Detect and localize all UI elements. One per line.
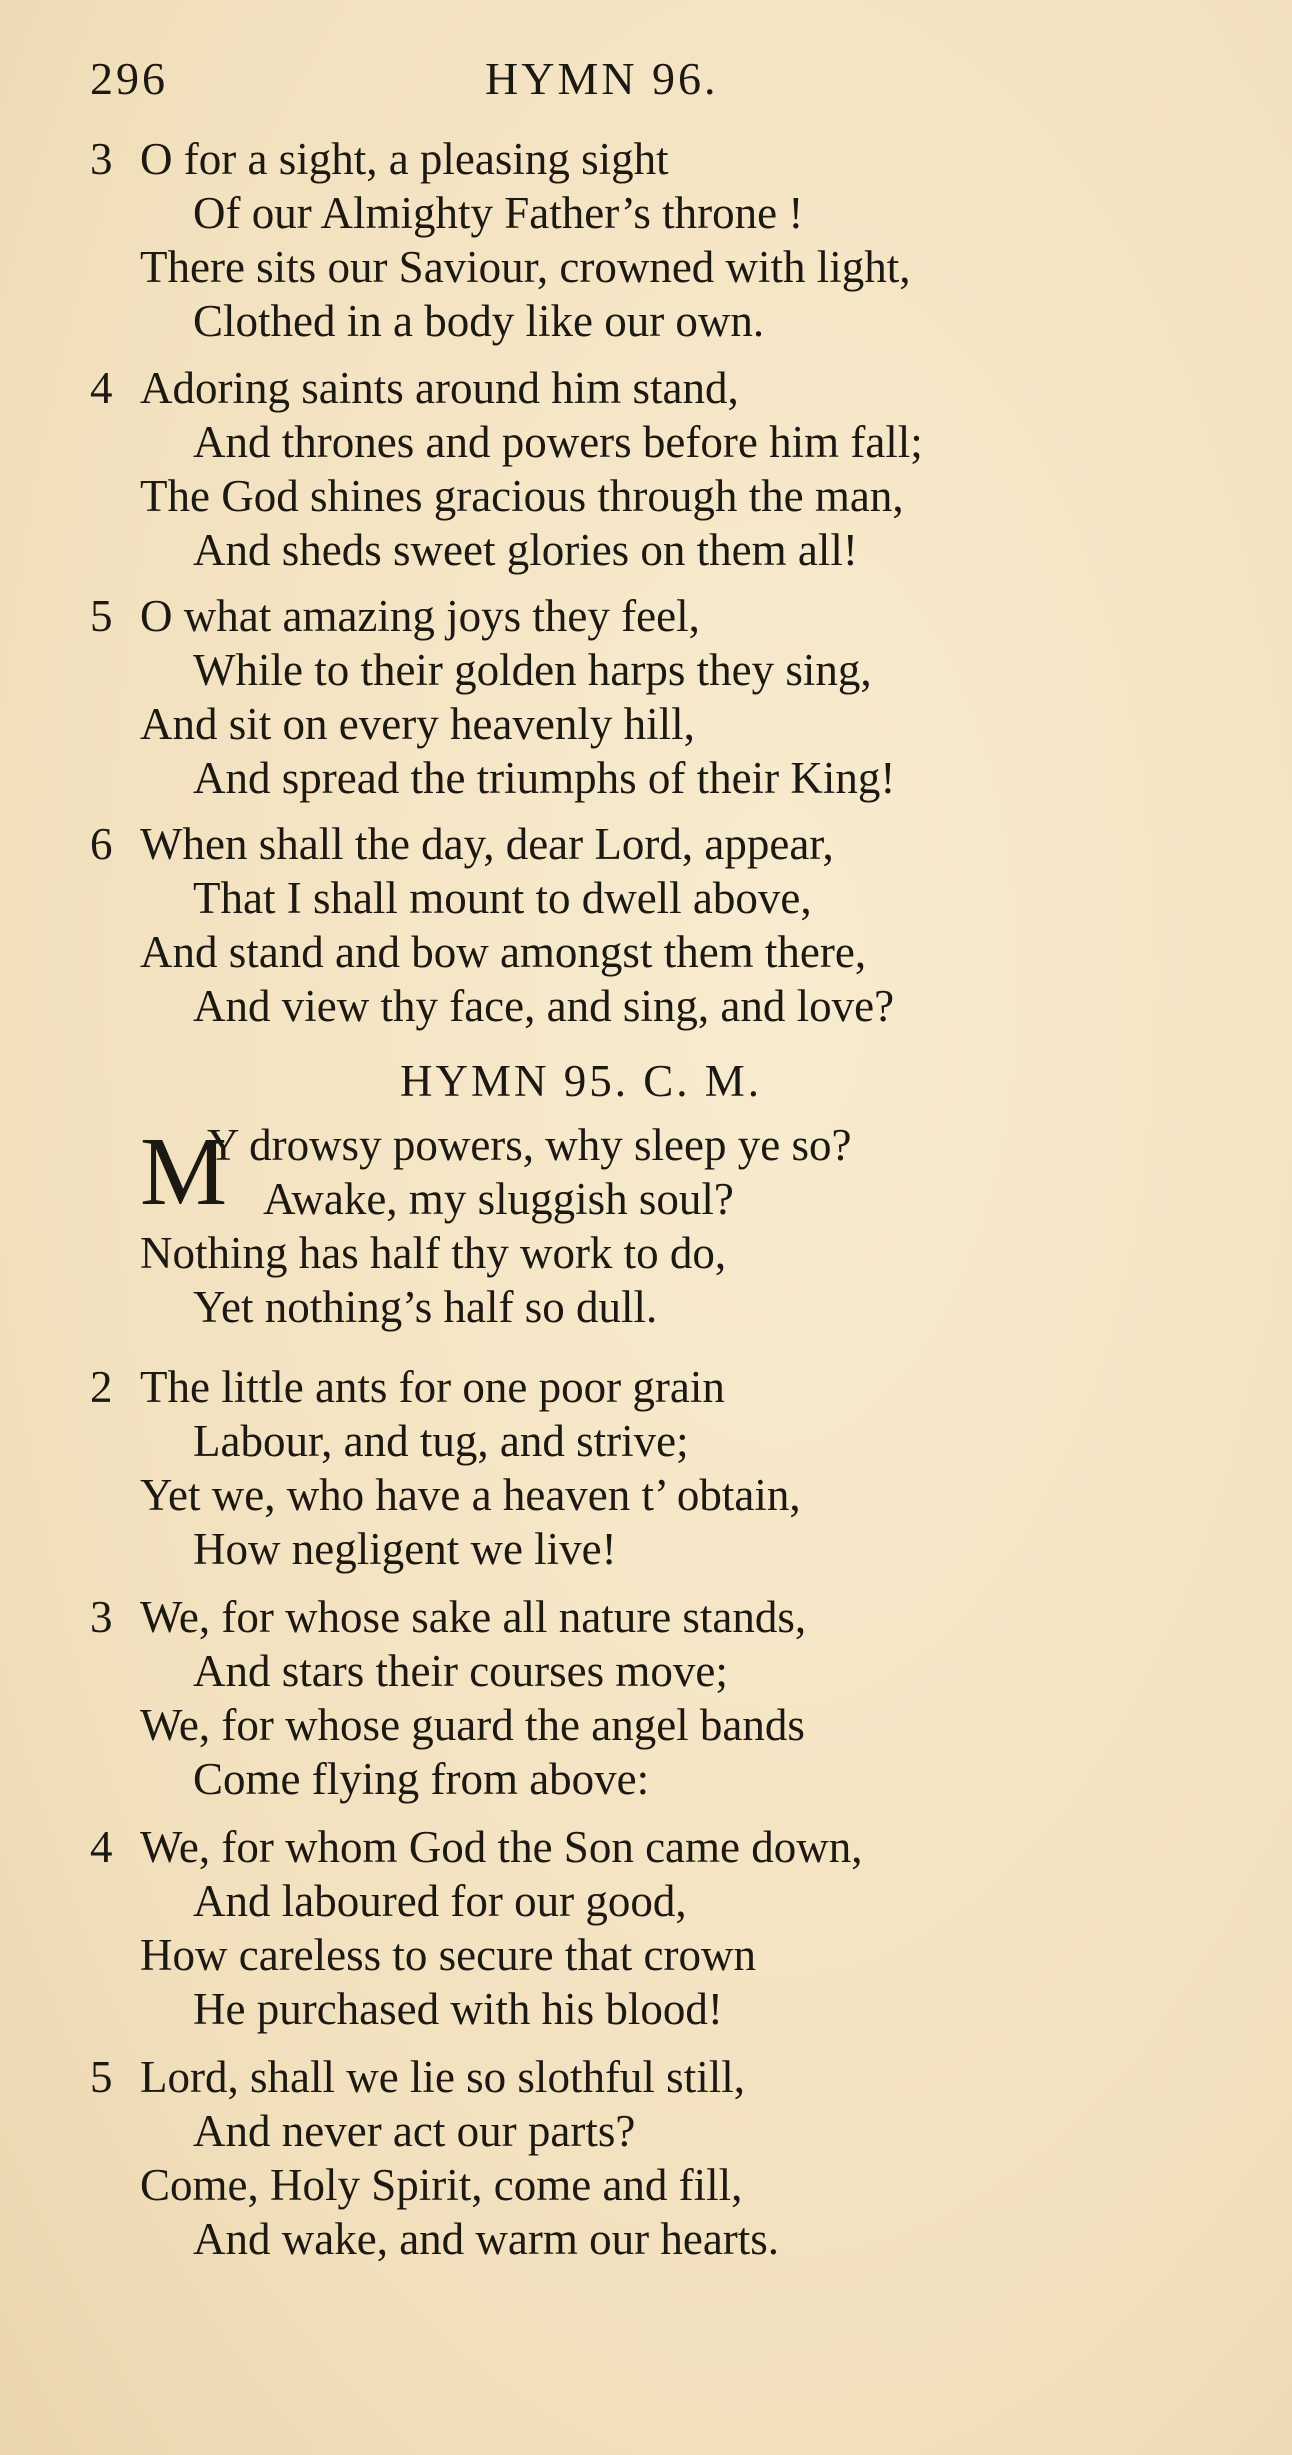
stanza-line: Of our Almighty Father’s throne ! [193, 188, 804, 238]
stanza-line: 4 Adoring saints around him stand, [90, 363, 739, 413]
stanza-line: Yet we, who have a heaven t’ obtain, [140, 1470, 801, 1520]
stanza-line: 6 When shall the day, dear Lord, appear, [90, 819, 834, 869]
page-header [90, 52, 1190, 112]
stanza-line: Come, Holy Spirit, come and fill, [140, 2160, 743, 2210]
stanza-line: 5 O what amazing joys they feel, [90, 591, 700, 641]
hymn95-stanza-2 [90, 1360, 1210, 1576]
stanza-line: And wake, and warm our hearts. [193, 2214, 780, 2264]
stanza-line: We, for whose guard the angel bands [140, 1700, 805, 1750]
stanza-line: 5 Lord, shall we lie so slothful still, [90, 2052, 745, 2102]
stanza-line: 4 We, for whom God the Son came down, [90, 1822, 863, 1872]
stanza-line: And never act our parts? [193, 2106, 636, 2156]
stanza-line: Labour, and tug, and strive; [193, 1416, 689, 1466]
hymn95-stanza-3 [90, 1590, 1210, 1806]
stanza-line: He purchased with his blood! [193, 1984, 723, 2034]
stanza-line: Y drowsy powers, why sleep ye so? [207, 1120, 852, 1170]
page-number: 296 [90, 53, 168, 104]
stanza-line: And stand and bow amongst them there, [140, 927, 867, 977]
stanza-line: That I shall mount to dwell above, [193, 873, 812, 923]
stanza-number: 3 [90, 134, 113, 184]
stanza-line: Come flying from above: [193, 1754, 650, 1804]
stanza-line: And laboured for our good, [193, 1876, 687, 1926]
hymn96-stanza-3 [90, 132, 1210, 348]
drop-cap: M [140, 1118, 228, 1226]
stanza-line: Clothed in a body like our own. [193, 296, 765, 346]
stanza-line: Yet nothing’s half so dull. [193, 1282, 658, 1332]
hymn96-stanza-4 [90, 361, 1210, 577]
stanza-line: And thrones and powers before him fall; [193, 417, 923, 467]
stanza-line: Awake, my sluggish soul? [263, 1174, 734, 1224]
hymn95-stanza-4 [90, 1820, 1210, 2036]
stanza-line: 3 O for a sight, a pleasing sight [90, 134, 669, 184]
stanza-line: 2 The little ants for one poor grain [90, 1362, 725, 1412]
hymn96-stanza-5 [90, 589, 1210, 805]
stanza-line: And stars their courses move; [193, 1646, 728, 1696]
stanza-number: 3 [90, 1592, 113, 1642]
stanza-line: How negligent we live! [193, 1524, 617, 1574]
stanza-line: There sits our Saviour, crowned with light, [140, 242, 911, 292]
stanza-number: 4 [90, 363, 113, 413]
stanza-line: How careless to secure that crown [140, 1930, 757, 1980]
stanza-line: And sheds sweet glories on them all! [193, 525, 858, 575]
stanza-line: 3 We, for whose sake all nature stands, [90, 1592, 807, 1642]
stanza-line: And view thy face, and sing, and love? [193, 981, 895, 1031]
stanza-number: 6 [90, 819, 113, 869]
hymn96-stanza-6 [90, 817, 1210, 1033]
stanza-number: 5 [90, 2052, 113, 2102]
hymn95-stanza-5 [90, 2050, 1210, 2266]
stanza-number: 4 [90, 1822, 113, 1872]
stanza-line: Nothing has half thy work to do, [140, 1228, 727, 1278]
running-title: HYMN 96. [485, 53, 719, 104]
hymn-title: HYMN 95. C. M. [400, 1056, 763, 1106]
stanza-line: And spread the triumphs of their King! [193, 753, 896, 803]
stanza-line: The God shines gracious through the man, [140, 471, 904, 521]
stanza-number: 2 [90, 1362, 113, 1412]
stanza-line: And sit on every heavenly hill, [140, 699, 695, 749]
stanza-number: 5 [90, 591, 113, 641]
stanza-line: While to their golden harps they sing, [193, 645, 872, 695]
hymn95-stanza-1 [90, 1118, 1210, 1334]
